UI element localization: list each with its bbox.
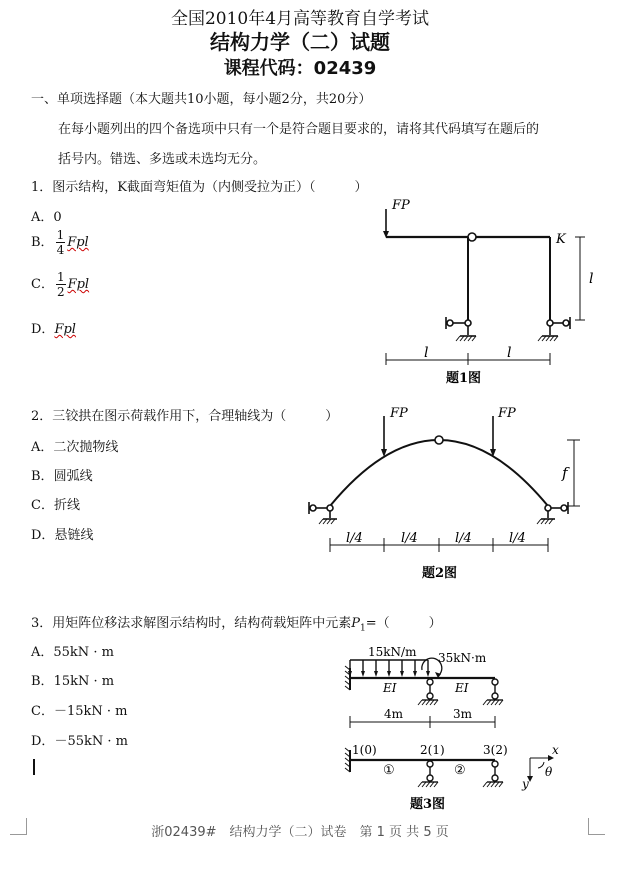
q3-option-b	[31, 670, 114, 689]
option-text: －15kN · m	[53, 704, 128, 719]
q1-stem: 1．图示结构，K截面弯矩值为（内侧受拉为正）（ ）	[31, 180, 368, 195]
option-label: A．	[31, 210, 54, 225]
ei-left-label: EI	[383, 681, 397, 695]
stem-text: 3．用矩阵位移法求解图示结构时，结构荷载矩阵中元素	[31, 616, 352, 631]
node-1-label: 1(0)	[352, 743, 377, 757]
q3-stem	[31, 612, 442, 634]
figure-caption: 题2图	[422, 566, 458, 581]
height-label: l	[589, 271, 594, 287]
q1-option-b	[31, 228, 89, 257]
load-left-label: FP	[390, 406, 408, 421]
span-label: l/4	[401, 531, 418, 546]
q1-figure	[370, 195, 610, 390]
option-text: －55kN · m	[54, 734, 128, 749]
q2-option-b	[31, 465, 93, 484]
section-heading: 一、单项选择题（本大题共10小题，每小题2分，共20分）	[31, 92, 372, 107]
span1-label: l	[424, 345, 429, 361]
q1-option-d	[31, 318, 76, 337]
section-k-label: K	[556, 232, 566, 247]
load-right-label: FP	[498, 406, 516, 421]
option-label: B．	[31, 469, 54, 484]
option-label: A．	[31, 645, 54, 660]
q1-option-c	[31, 270, 89, 299]
q3-option-d	[31, 730, 128, 749]
axis-x-label: x	[552, 743, 559, 757]
figure-caption: 题3图	[410, 797, 446, 812]
axis-y-label: y	[522, 777, 529, 791]
hinge	[468, 233, 476, 241]
crown-hinge	[435, 436, 443, 444]
option-label: C．	[31, 704, 54, 719]
option-label: C．	[31, 277, 54, 292]
arch	[330, 440, 548, 506]
option-text: Fpl	[54, 322, 76, 337]
rise-label: f	[562, 464, 568, 482]
fraction-numerator: 1	[56, 270, 65, 284]
fraction-denominator: 2	[56, 285, 65, 299]
option-text: 悬链线	[54, 528, 94, 543]
q3-option-a	[31, 641, 114, 660]
dim-right-label: 3m	[453, 707, 473, 721]
fraction-numerator: 1	[56, 228, 65, 242]
option-text: Fpl	[67, 235, 89, 250]
section-instruction-2: 括号内。错选、多选或未选均无分。	[58, 152, 267, 167]
fraction-denominator: 4	[56, 243, 65, 257]
course-code: 课程代码：02439	[223, 58, 377, 79]
option-text: 圆弧线	[53, 469, 93, 484]
fraction	[56, 270, 66, 299]
option-label: B．	[31, 674, 54, 689]
option-label: C．	[31, 498, 54, 513]
q3-option-c	[31, 700, 127, 719]
span-label: l/4	[455, 531, 472, 546]
element-2-label: ②	[454, 763, 466, 778]
option-label: D．	[31, 734, 55, 749]
q2-option-d	[31, 524, 93, 543]
q2-figure	[302, 402, 602, 587]
fraction	[56, 228, 66, 257]
q2-option-a	[31, 436, 118, 455]
option-label: D．	[31, 322, 55, 337]
option-text: 二次抛物线	[53, 440, 119, 455]
option-text: 折线	[53, 498, 80, 513]
q2-option-c	[31, 494, 80, 513]
option-text: Fpl	[67, 277, 90, 292]
stem-subscript: 1	[360, 623, 366, 634]
dim-left-label: 4m	[384, 707, 404, 721]
page-footer: 浙02439# 结构力学（二）试卷 第 1 页 共 5 页	[151, 825, 449, 840]
load-label: FP	[392, 198, 410, 213]
option-text: 15kN · m	[53, 674, 115, 689]
ei-right-label: EI	[455, 681, 469, 695]
option-label: D．	[31, 528, 55, 543]
q1-option-a	[31, 206, 62, 225]
option-label: B．	[31, 235, 54, 250]
span-label: l/4	[346, 531, 363, 546]
option-text: 0	[53, 210, 62, 225]
span2-label: l	[507, 345, 512, 361]
course-title: 结构力学（二）试题	[210, 30, 390, 54]
moment-label: 35kN·m	[438, 651, 487, 665]
axis-theta-label: θ	[545, 765, 553, 779]
dist-load-label: 15kN/m	[368, 645, 417, 659]
stem-symbol: P	[351, 616, 361, 631]
option-label: A．	[31, 440, 54, 455]
figure-caption: 题1图	[446, 371, 482, 386]
node-2-label: 2(1)	[420, 743, 445, 757]
q3-figure	[340, 640, 580, 815]
stem-text-end: =（ ）	[365, 616, 442, 631]
option-text: 55kN · m	[53, 645, 114, 660]
exam-title-line: 全国2010年4月高等教育自学考试	[170, 9, 430, 29]
section-instruction-1: 在每小题列出的四个备选项中只有一个是符合题目要求的，请将其代码填写在题后的	[58, 122, 540, 137]
span-label: l/4	[509, 531, 526, 546]
q2-stem: 2．三铰拱在图示荷载作用下，合理轴线为（ ）	[31, 409, 339, 424]
text-cursor	[33, 759, 35, 775]
element-1-label: ①	[383, 763, 395, 778]
node-3-label: 3(2)	[483, 743, 508, 757]
